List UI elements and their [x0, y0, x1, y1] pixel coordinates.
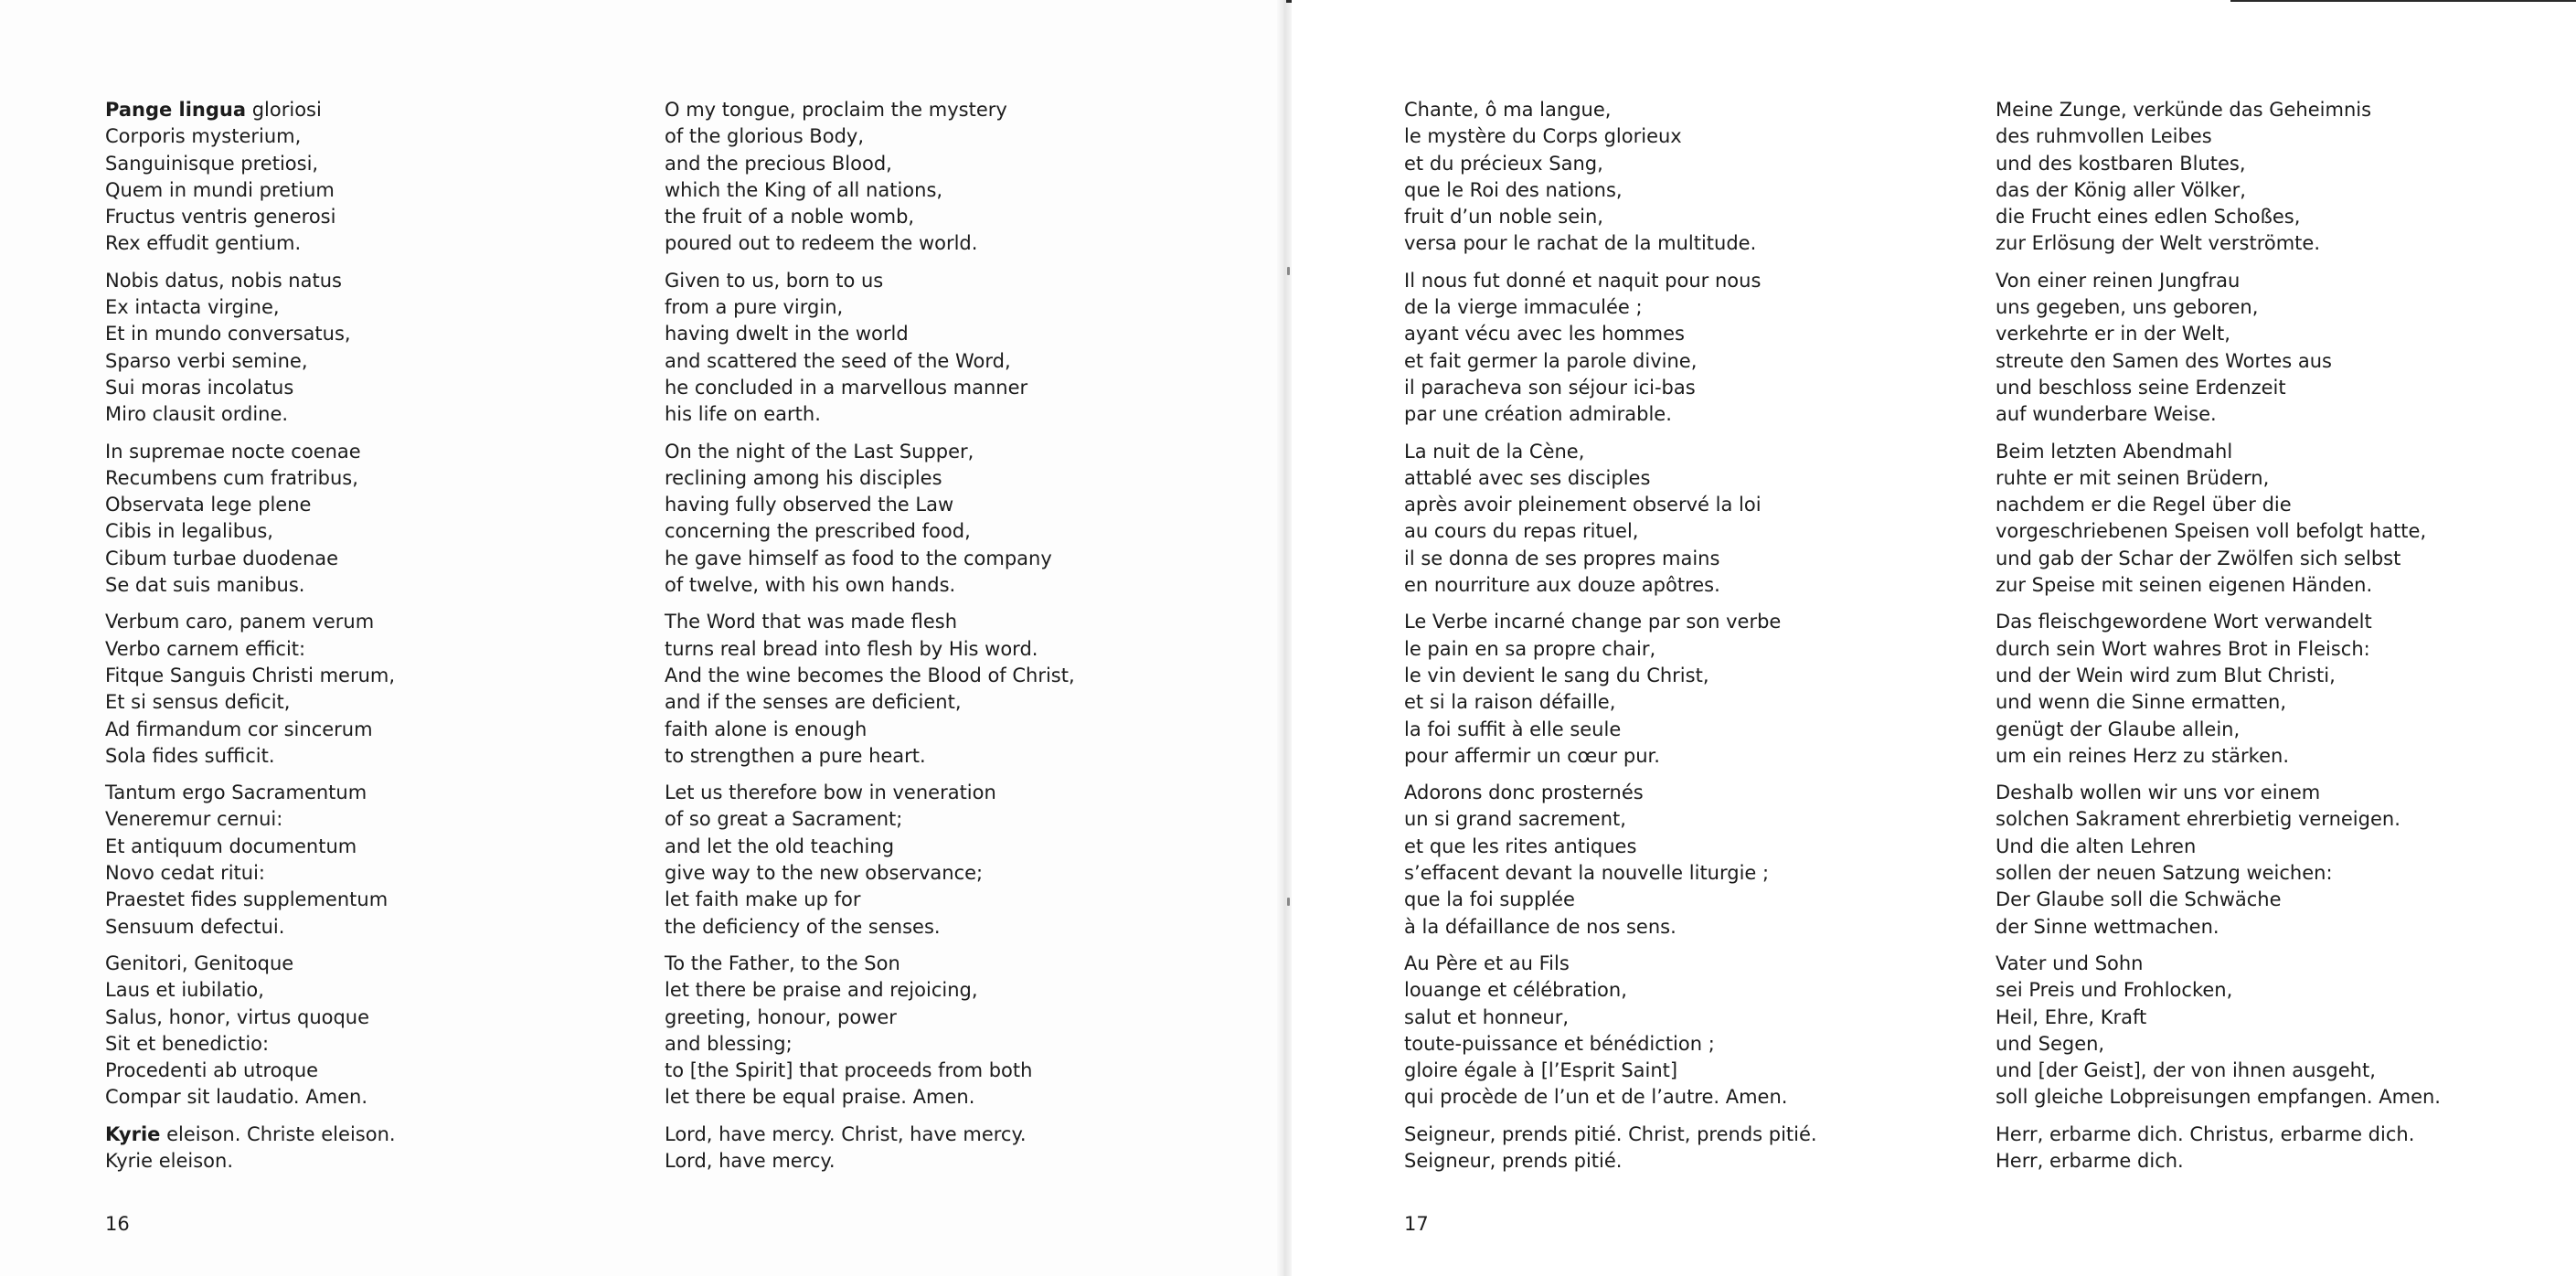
german-column: [1996, 97, 2544, 1185]
verse-line: he gave himself as food to the company: [665, 547, 1052, 569]
verse-line: Das fleischgewordene Wort verwandelt: [1996, 611, 2372, 633]
verse-line: [105, 97, 654, 123]
verse-line: Und die alten Lehren: [1996, 835, 2197, 857]
verse-line: Nobis datus, nobis natus: [105, 269, 342, 292]
stanza: [665, 268, 1213, 429]
verse-line: Recumbens cum fratribus,: [105, 466, 358, 489]
verse-line: Fitque Sanguis Christi merum,: [105, 664, 396, 686]
verse-line: ayant vécu avec les hommes: [1404, 323, 1686, 346]
verse-line: und der Wein wird zum Blut Christi,: [1996, 664, 2336, 686]
verse-line: Fructus ventris generosi: [105, 206, 336, 229]
verse-line: die Frucht eines edlen Schoßes,: [1996, 206, 2301, 229]
verse-line: il se donna de ses propres mains: [1404, 547, 1720, 569]
verse-line: Ex intacta virgine,: [105, 296, 280, 319]
verse-line: que le Roi des nations,: [1404, 178, 1623, 201]
verse-line: zur Speise mit seinen eigenen Händen.: [1996, 574, 2373, 597]
stanza: [105, 780, 654, 941]
verse-line: Tantum ergo Sacramentum: [105, 782, 367, 804]
verse-line: louange et célébration,: [1404, 979, 1627, 1002]
verse-line: let there be praise and rejoicing,: [665, 979, 978, 1002]
verse-line: versa pour le rachat de la multitude.: [1404, 232, 1757, 255]
verse-line: Chante, ô ma langue,: [1404, 99, 1612, 121]
verse-line: Herr, erbarme dich.: [1996, 1149, 2184, 1172]
verse-line: und gab der Schar der Zwölfen sich selbst: [1996, 547, 2401, 569]
verse-line: give way to the new observance;: [665, 862, 984, 885]
stanza: [1996, 951, 2544, 1111]
verse-line: uns gegeben, uns geboren,: [1996, 296, 2259, 319]
stanza: [1996, 780, 2544, 941]
verse-line: Cibum turbae duodenae: [105, 547, 339, 569]
verse-line: Seigneur, prends pitié.: [1404, 1149, 1623, 1172]
verse-line: Au Père et au Fils: [1404, 952, 1570, 974]
stanza: [665, 951, 1213, 1111]
verse-line: having fully observed the Law: [665, 494, 954, 516]
verse-line: Cibis in legalibus,: [105, 520, 273, 543]
verse-line: Meine Zunge, verkünde das Geheimnis: [1996, 99, 2372, 121]
verse-line: qui procède de l’un et de l’autre. Amen.: [1404, 1086, 1788, 1109]
verse-line: auf wunderbare Weise.: [1996, 403, 2217, 426]
verse-line: Beim letzten Abendmahl: [1996, 440, 2233, 463]
scan-edge-mark: [1286, 0, 1292, 3]
verse-line: Seigneur, prends pitié. Christ, prends pitié.: [1404, 1122, 1817, 1145]
verse-line-rest: eleison. Christe eleison.: [160, 1122, 396, 1145]
verse-line: and the precious Blood,: [665, 152, 892, 175]
verse-line: Heil, Ehre, Kraft: [1996, 1005, 2147, 1028]
stanza: [105, 97, 654, 258]
verse-line: sei Preis und Frohlocken,: [1996, 979, 2233, 1002]
verse-line: of the glorious Body,: [665, 125, 864, 148]
verse-line: et fait germer la parole divine,: [1404, 349, 1698, 372]
verse-line: Veneremur cernui:: [105, 808, 283, 831]
verse-line: que la foi supplée: [1404, 888, 1575, 911]
verse-line: Lord, have mercy. Christ, have mercy.: [665, 1122, 1027, 1145]
verse-line: of twelve, with his own hands.: [665, 574, 956, 597]
verse-line: Le Verbe incarné change par son verbe: [1404, 611, 1782, 633]
verse-line: der Sinne wettmachen.: [1996, 915, 2219, 938]
stanza: [1404, 97, 1953, 258]
verse-line: und [der Geist], der von ihnen ausgeht,: [1996, 1059, 2376, 1082]
verse-line: Et si sensus deficit,: [105, 691, 291, 714]
verse-line: Sui moras incolatus: [105, 376, 294, 399]
verse-line: To the Father, to the Son: [665, 952, 900, 974]
verse-line: et que les rites antiques: [1404, 835, 1637, 857]
verse-line: de la vierge immaculée ;: [1404, 296, 1643, 319]
verse-line: Salus, honor, virtus quoque: [105, 1005, 370, 1028]
verse-line: das der König aller Völker,: [1996, 178, 2246, 201]
verse-line: Novo cedat ritui:: [105, 862, 266, 885]
verse-line: gloire égale à [l’Esprit Saint]: [1404, 1059, 1678, 1082]
verse-line: Miro clausit ordine.: [105, 403, 289, 426]
stanza: [1404, 1122, 1953, 1175]
verse-line: le mystère du Corps glorieux: [1404, 125, 1682, 148]
stanza: [665, 609, 1213, 770]
stanza: [665, 1122, 1213, 1175]
verse-line: of so great a Sacrament;: [665, 808, 903, 831]
verse-line: le pain en sa propre chair,: [1404, 637, 1656, 660]
verse-line: Sensuum defectui.: [105, 915, 285, 938]
verse-line: genügt der Glaube allein,: [1996, 718, 2241, 740]
verse-line: to [the Spirit] that proceeds from both: [665, 1059, 1033, 1082]
stanza: [1996, 268, 2544, 429]
stanza: [105, 609, 654, 770]
verse-line: Genitori, Genitoque: [105, 952, 294, 974]
verse-line: having dwelt in the world: [665, 323, 909, 346]
verse-line: the deficiency of the senses.: [665, 915, 941, 938]
verse-line: durch sein Wort wahres Brot in Fleisch:: [1996, 637, 2370, 660]
stanza: [1404, 951, 1953, 1111]
verse-line: attablé avec ses disciples: [1404, 466, 1651, 489]
page-number-right: 17: [1404, 1213, 1429, 1235]
stanza: [1404, 439, 1953, 600]
verse-line: s’effacent devant la nouvelle liturgie ;: [1404, 862, 1770, 885]
verse-line: Se dat suis manibus.: [105, 574, 305, 597]
verse-line: verkehrte er in der Welt,: [1996, 323, 2230, 346]
verse-line: O my tongue, proclaim the mystery: [665, 99, 1007, 121]
stanza: [1404, 609, 1953, 770]
verse-line: And the wine becomes the Blood of Christ,: [665, 664, 1075, 686]
verse-line: faith alone is enough: [665, 718, 868, 740]
verse-line: to strengthen a pure heart.: [665, 744, 926, 767]
scan-speck: [1287, 267, 1290, 275]
verse-line: let faith make up for: [665, 888, 861, 911]
verse-line: le vin devient le sang du Christ,: [1404, 664, 1709, 686]
verse-line: solchen Sakrament ehrerbietig verneigen.: [1996, 808, 2400, 831]
verse-line: greeting, honour, power: [665, 1005, 897, 1028]
verse-line: nachdem er die Regel über die: [1996, 494, 2292, 516]
verse-line: sollen der neuen Satzung weichen:: [1996, 862, 2333, 885]
scan-speck: [1287, 898, 1290, 906]
verse-line: Herr, erbarme dich. Christus, erbarme dich.: [1996, 1122, 2415, 1145]
verse-line: and scattered the seed of the Word,: [665, 349, 1011, 372]
english-column: [665, 97, 1213, 1185]
verse-line: Laus et iubilatio,: [105, 979, 264, 1002]
verse-line: Kyrie eleison.: [105, 1149, 234, 1172]
verse-line: salut et honneur,: [1404, 1005, 1570, 1028]
verse-line: und wenn die Sinne ermatten,: [1996, 691, 2287, 714]
latin-column: [105, 97, 654, 1185]
verse-line: Praestet fides supplementum: [105, 888, 389, 911]
verse-line: La nuit de la Cène,: [1404, 440, 1585, 463]
verse-line: toute-puissance et bénédiction ;: [1404, 1032, 1715, 1055]
verse-line: Compar sit laudatio. Amen.: [105, 1086, 367, 1109]
verse-line: zur Erlösung der Welt verströmte.: [1996, 232, 2321, 255]
verse-line: en nourriture aux douze apôtres.: [1404, 574, 1720, 597]
verse-line: Sanguinisque pretiosi,: [105, 152, 319, 175]
stanza: [665, 97, 1213, 258]
stanza: [105, 439, 654, 600]
verse-line: On the night of the Last Supper,: [665, 440, 974, 463]
verse-line: Et in mundo conversatus,: [105, 323, 351, 346]
verse-line: Verbum caro, panem verum: [105, 611, 375, 633]
stanza: [105, 951, 654, 1111]
verse-line: turns real bread into flesh by His word.: [665, 637, 1038, 660]
french-column: [1404, 97, 1953, 1185]
verse-line: fruit d’un noble sein,: [1404, 206, 1603, 229]
verse-line: Vater und Sohn: [1996, 952, 2144, 974]
stanza: [1404, 780, 1953, 941]
verse-line: and blessing;: [665, 1032, 793, 1055]
verse-line: Sola fides sufficit.: [105, 744, 275, 767]
verse-line: Quem in mundi pretium: [105, 178, 335, 201]
stanza: [665, 780, 1213, 941]
verse-line: streute den Samen des Wortes aus: [1996, 349, 2332, 372]
verse-line: au cours du repas rituel,: [1404, 520, 1639, 543]
verse-line: Rex effudit gentium.: [105, 232, 302, 255]
verse-line: The Word that was made flesh: [665, 611, 958, 633]
verse-line-rest: gloriosi: [246, 99, 322, 121]
verse-line: und beschloss seine Erdenzeit: [1996, 376, 2286, 399]
scan-edge-mark: [2230, 0, 2576, 2]
stanza: [1996, 609, 2544, 770]
stanza: [1996, 97, 2544, 258]
verse-incipit: Pange lingua: [105, 99, 247, 121]
verse-line: from a pure virgin,: [665, 296, 844, 319]
verse-line: vorgeschriebenen Speisen voll befolgt hatte,: [1996, 520, 2427, 543]
verse-line: des ruhmvollen Leibes: [1996, 125, 2212, 148]
verse-line: Sit et benedictio:: [105, 1032, 270, 1055]
verse-line: Lord, have mercy.: [665, 1149, 836, 1172]
verse-line: après avoir pleinement observé la loi: [1404, 494, 1762, 516]
verse-line: let there be equal praise. Amen.: [665, 1086, 975, 1109]
verse-line: he concluded in a marvellous manner: [665, 376, 1028, 399]
verse-line: Der Glaube soll die Schwäche: [1996, 888, 2282, 911]
verse-line: par une création admirable.: [1404, 403, 1672, 426]
verse-line: and let the old teaching: [665, 835, 895, 857]
verse-line: Procedenti ab utroque: [105, 1059, 319, 1082]
verse-line: Adorons donc prosternés: [1404, 782, 1644, 804]
verse-line: the fruit of a noble womb,: [665, 206, 915, 229]
stanza: [105, 1122, 654, 1175]
verse-line: la foi suffit à elle seule: [1404, 718, 1622, 740]
verse-line: et du précieux Sang,: [1404, 152, 1603, 175]
verse-line: Et antiquum documentum: [105, 835, 357, 857]
verse-line: Ad firmandum cor sincerum: [105, 718, 373, 740]
verse-line: concerning the prescribed food,: [665, 520, 971, 543]
verse-line: Von einer reinen Jungfrau: [1996, 269, 2241, 292]
verse-line: il paracheva son séjour ici-bas: [1404, 376, 1696, 399]
verse-line: Il nous fut donné et naquit pour nous: [1404, 269, 1762, 292]
verse-line: [105, 1122, 654, 1148]
verse-line: ruhte er mit seinen Brüdern,: [1996, 466, 2270, 489]
verse-line: which the King of all nations,: [665, 178, 943, 201]
verse-line: à la défaillance de nos sens.: [1404, 915, 1677, 938]
stanza: [1996, 1122, 2544, 1175]
verse-line: his life on earth.: [665, 403, 821, 426]
verse-line: un si grand sacrement,: [1404, 808, 1626, 831]
stanza: [1404, 268, 1953, 429]
verse-line: Let us therefore bow in veneration: [665, 782, 996, 804]
verse-line: poured out to redeem the world.: [665, 232, 978, 255]
verse-line: und des kostbaren Blutes,: [1996, 152, 2246, 175]
verse-line: et si la raison défaille,: [1404, 691, 1616, 714]
verse-line: reclining among his disciples: [665, 466, 942, 489]
stanza: [665, 439, 1213, 600]
verse-line: Observata lege plene: [105, 494, 312, 516]
verse-incipit: Kyrie: [105, 1122, 161, 1145]
verse-line: und Segen,: [1996, 1032, 2105, 1055]
verse-line: um ein reines Herz zu stärken.: [1996, 744, 2289, 767]
verse-line: pour affermir un cœur pur.: [1404, 744, 1660, 767]
verse-line: Deshalb wollen wir uns vor einem: [1996, 782, 2321, 804]
verse-line: Given to us, born to us: [665, 269, 884, 292]
page-number-left: 16: [105, 1213, 130, 1235]
stanza: [1996, 439, 2544, 600]
book-gutter: [1277, 0, 1292, 1276]
verse-line: Corporis mysterium,: [105, 125, 302, 148]
verse-line: Sparso verbi semine,: [105, 349, 308, 372]
verse-line: soll gleiche Lobpreisungen empfangen. Amen.: [1996, 1086, 2441, 1109]
verse-line: Verbo carnem efficit:: [105, 637, 306, 660]
verse-line: and if the senses are deficient,: [665, 691, 962, 714]
stanza: [105, 268, 654, 429]
verse-line: In supremae nocte coenae: [105, 440, 361, 463]
